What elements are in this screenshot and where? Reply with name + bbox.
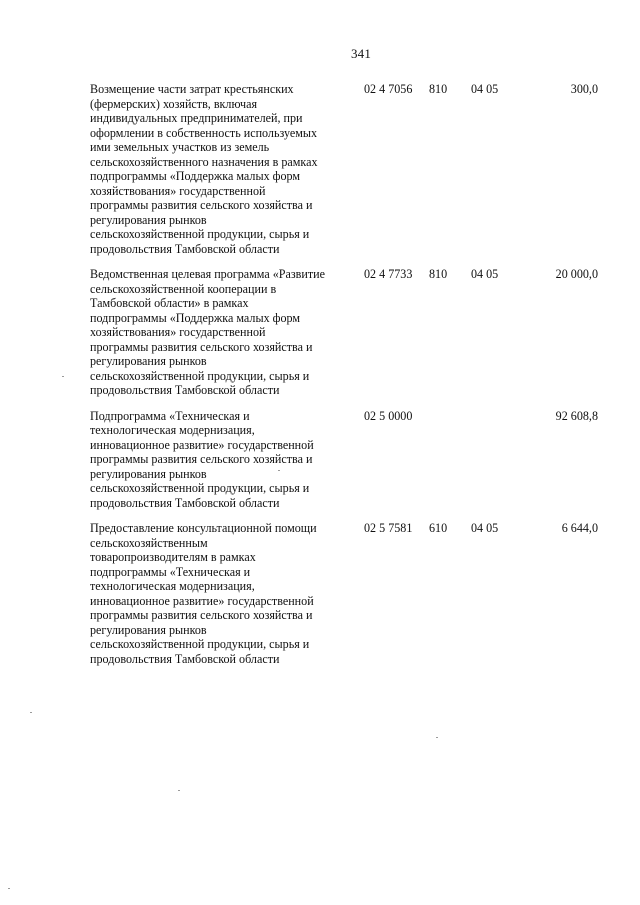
row-name [90,267,364,409]
row-name-line: продовольствия Тамбовской области [90,651,280,666]
row-name-line: Возмещение части затрат крестьянских [90,82,294,96]
row-section: 04 05 [471,267,499,281]
row-name-line: Ведомственная целевая программа «Развитие [90,267,325,281]
scan-speck [436,737,438,738]
row-name-line: программы развития сельского хозяйства и [90,608,313,622]
row-kind [429,409,471,522]
row-name-line: товаропроизводителям в рамках [90,550,256,564]
budget-table [90,82,598,677]
scan-speck [278,470,280,471]
row-name-line: подпрограммы «Поддержка малых форм [90,169,301,183]
row-amount: 20 000,0 [555,267,598,281]
row-name-line: хозяйствования» государственной [90,325,266,339]
row-name-line: оформлении в собственность используемых [90,125,318,140]
row-name-line: сельскохозяйственной продукции, сырья и [90,368,310,383]
scan-speck [62,376,64,377]
row-section: 04 05 [471,82,499,96]
row-amount: 6 644,0 [561,521,598,535]
row-name-line: технологическая модернизация, [90,423,255,437]
row-name-line: программы развития сельского хозяйства и [90,339,313,354]
row-name-line: программы развития сельского хозяйства и [90,198,313,212]
table-row [90,409,598,522]
row-kind: 810 [429,82,448,96]
row-name-line: программы развития сельского хозяйства и [90,452,313,466]
row-name-line: регулирования рынков [90,354,207,368]
row-code: 02 5 7581 [364,521,413,535]
scan-speck [30,712,32,713]
table-row [90,82,598,267]
row-name-line: регулирования рынков [90,466,207,481]
row-name [90,82,364,267]
row-name-line: технологическая модернизация, [90,579,255,593]
row-name-line: Тамбовской области» в рамках [90,296,249,310]
row-kind: 610 [429,521,448,535]
budget-rows [90,82,598,677]
row-name-line: подпрограммы «Поддержка малых форм [90,310,301,325]
row-code: 02 4 7733 [364,267,413,281]
row-name-line: индивидуальных предпринимателей, при [90,111,303,125]
row-name-line: сельскохозяйственным [90,535,208,550]
table-row [90,267,598,409]
row-name [90,409,364,522]
row-name-line: продовольствия Тамбовской области [90,241,280,256]
row-name-line: инновационное развитие» государственной [90,437,314,452]
scan-speck [8,888,10,889]
row-code: 02 5 0000 [364,408,413,423]
row-name-line: инновационное развитие» государственной [90,593,314,608]
row-section: 04 05 [471,521,499,535]
row-name-line: регулирования рынков [90,212,207,227]
row-name-line: продовольствия Тамбовской области [90,495,280,510]
row-name-line: хозяйствования» государственной [90,183,266,198]
row-name-line: сельскохозяйственной кооперации в [90,281,277,296]
row-name-line: сельскохозяйственной продукции, сырья и [90,481,310,495]
scan-speck [178,790,180,791]
row-name-line: сельскохозяйственной продукции, сырья и [90,637,310,651]
row-amount: 300,0 [570,82,598,96]
row-name [90,521,364,677]
row-name-line: (фермерских) хозяйств, включая [90,96,258,111]
row-amount: 92 608,8 [555,408,598,423]
row-code: 02 4 7056 [364,82,413,96]
row-name-line: подпрограммы «Техническая и [90,564,251,579]
row-section [471,409,531,522]
row-name-line: сельскохозяйственного назначения в рамках [90,154,318,169]
row-name-line: продовольствия Тамбовской области [90,383,280,397]
row-kind: 810 [429,267,448,281]
row-name-line: регулирования рынков [90,622,207,637]
row-name-line: Подпрограмма «Техническая и [90,408,250,423]
row-name-line: ими земельных участков из земель [90,140,270,154]
table-row [90,521,598,677]
row-name-line: сельскохозяйственной продукции, сырья и [90,227,310,241]
page-number: 341 [350,46,372,61]
row-name-line: Предоставление консультационной помощи [90,521,317,535]
